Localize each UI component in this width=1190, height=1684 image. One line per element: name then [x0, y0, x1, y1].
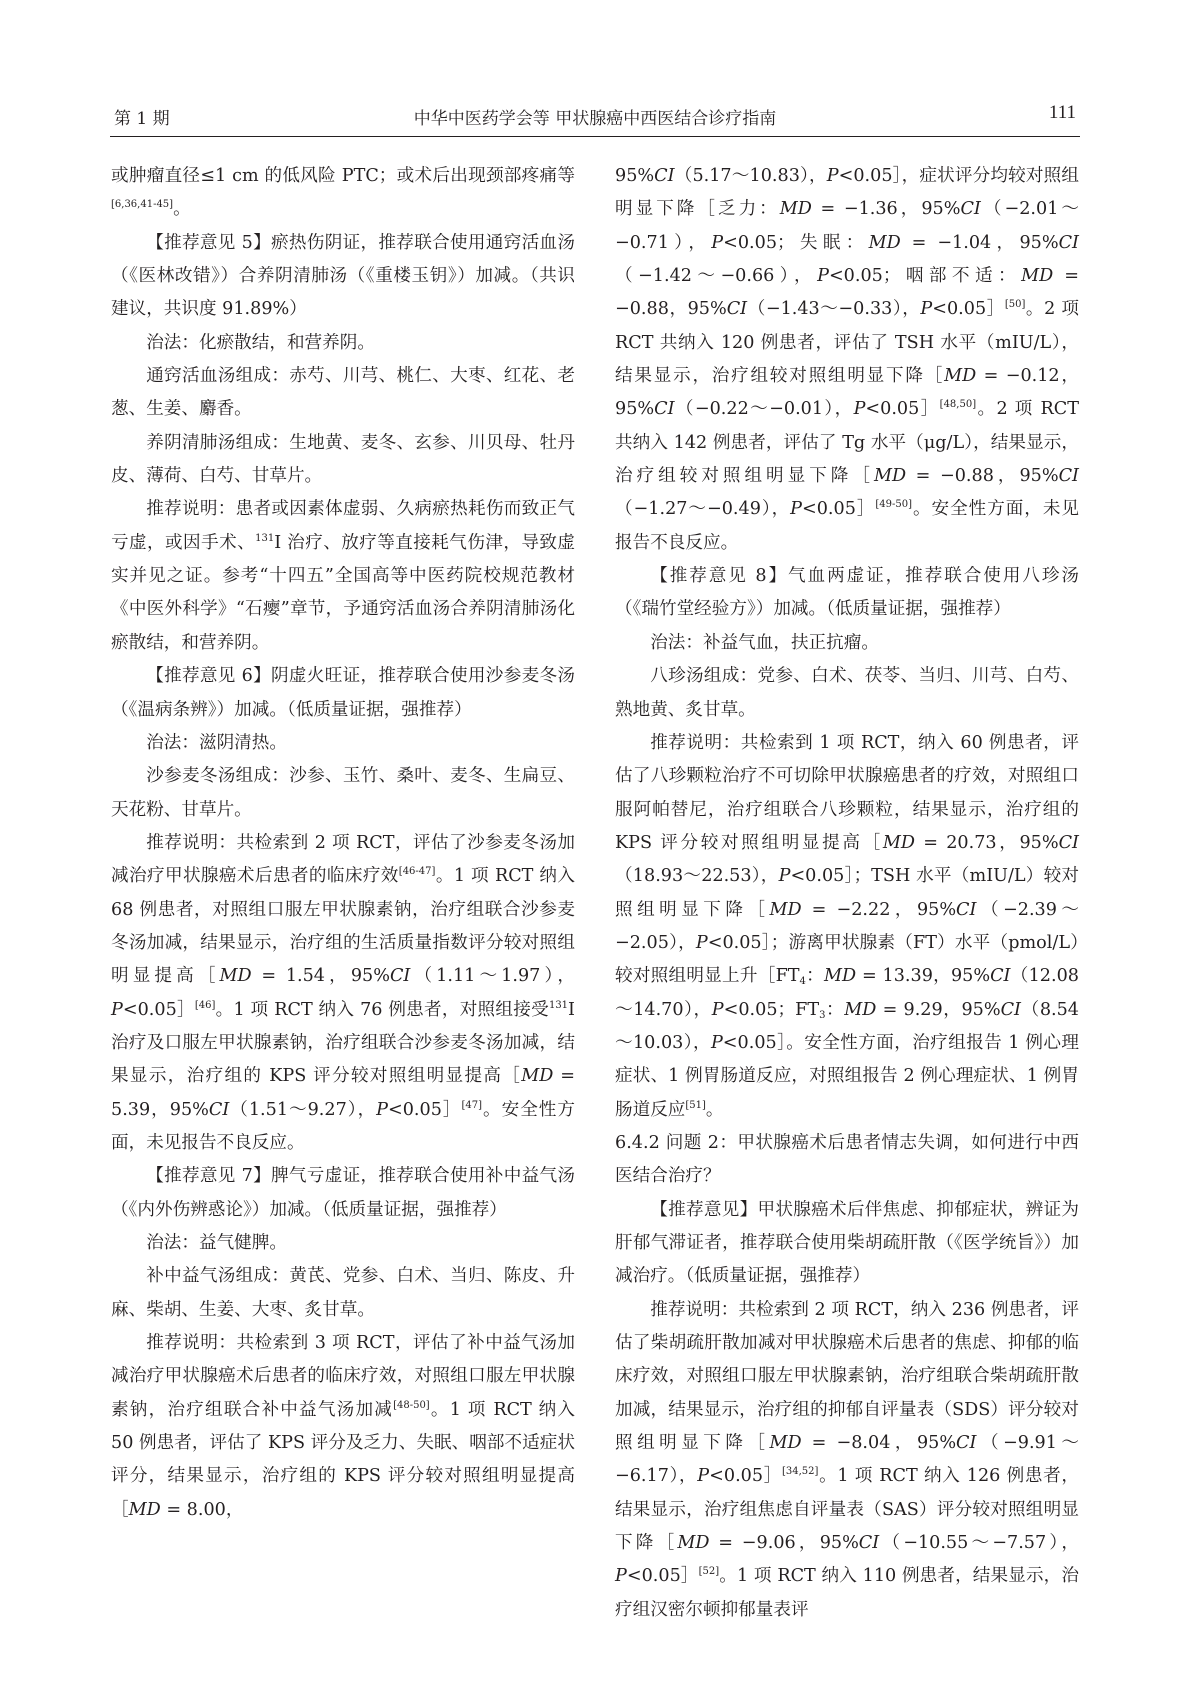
citation: [51]: [685, 1099, 706, 1111]
citation: [52]: [698, 1566, 720, 1578]
citation: [49-50]: [875, 499, 913, 511]
paragraph: 养阴清肺汤组成：生地黄、麦冬、玄参、川贝母、牡丹皮、薄荷、白芍、甘草片。: [111, 432, 575, 487]
citation: [48-50]: [393, 1399, 430, 1411]
page-number: 111: [1048, 102, 1076, 123]
recommendation: 【推荐意见】甲状腺癌术后伴焦虑、抑郁症状，辨证为肝郁气滞证者，推荐联合使用柴胡疏肝散（《医学统旨》）加减治疗。（低质量证据，强推荐）: [615, 1199, 1079, 1287]
recommendation-7: 【推荐意见 7】脾气亏虚证，推荐联合使用补中益气汤（《内外伤辨惑论》）加减。（低质量证据，强推荐）: [111, 1166, 575, 1220]
citation: [46-47]: [398, 866, 436, 878]
citation: [50]: [1004, 299, 1026, 311]
paragraph: 通窍活血汤组成：赤芍、川芎、桃仁、大枣、红花、老葱、生姜、麝香。: [111, 366, 575, 420]
paragraph: 治法：益气健脾。: [146, 1233, 287, 1253]
recommendation-5: 【推荐意见 5】瘀热伤阴证，推荐联合使用通窍活血汤（《医林改错》）合养阴清肺汤（《重楼玉钥》）加减。（共识建议，共识度 91.89%）: [111, 232, 575, 320]
right-column: [615, 160, 1080, 1620]
paragraph: 推荐说明：共检索到 1 项 RCT，纳入 60 例患者，评估了八珍颗粒治疗不可切除甲状腺癌患者的疗效，对照组口服阿帕替尼，治疗组联合八珍颗粒，结果显示，治疗组的 KPS 评分较对照组明显提高［MD = 20.73，95%CI（18.93～22.53），P<0.05］；TSH 水平（mIU/L）较对照组明显下降［MD = −2.22，95%CI（−2.39～−2.05），P<0.05］；游离甲状腺素（FT）水平（pmol/L）较对照组明显上升$[FT_4$：MD = 13.39，95%CI（12.08～14.70），P<0.05；$FT_3$：MD = 9.29，95%CI（8.54～10.03），P<0.05］。安全性方面，治疗组报告 1 例心理症状、1 例胃肠道反应，对照组报告 2 例心理症状、1 例胃肠道反应[51]。: [615, 732, 1080, 1120]
paragraph: 治法：补益气血，扶正抗瘤。: [650, 632, 879, 653]
paragraph: 推荐说明：共检索到 3 项 RCT，评估了补中益气汤加减治疗甲状腺癌术后患者的临床疗效，对照组口服左甲状腺素钠，治疗组联合补中益气汤加减[48-50]。1 项 RCT 纳入 50 例患者，评估了 KPS 评分及乏力、失眠、咽部不适症状评分，结果显示，治疗组的 KPS 评分较对照组明显提高［MD = 8.00，: [111, 1333, 575, 1520]
citation: [46]: [194, 999, 216, 1011]
left-column: [111, 160, 575, 1600]
paragraph: 八珍汤组成：党参、白术、茯苓、当归、川芎、白芍、熟地黄、炙甘草。: [615, 666, 1079, 720]
running-header: [110, 102, 1080, 137]
recommendation-6: 【推荐意见 6】阴虚火旺证，推荐联合使用沙参麦冬汤（《温病条辨》）加减。（低质量证据，强推荐）: [111, 666, 575, 720]
section-heading-6-4-2: 6.4.2 问题 2：甲状腺癌术后患者情志失调，如何进行中西医结合治疗？: [615, 1132, 1079, 1187]
citation: [34,52]: [781, 1466, 819, 1478]
issue-label: 第 1 期: [114, 109, 170, 129]
paragraph: 沙参麦冬汤组成：沙参、玉竹、桑叶、麦冬、生扁豆、天花粉、甘草片。: [111, 766, 575, 820]
paragraph: 推荐说明：患者或因素体虚弱、久病瘀热耗伤而致正气亏虚，或因手术、$^{131}$I 治疗、放疗等直接耗气伤津，导致虚实并见之证。参考“十四五”全国高等中医药院校规范教材《中医外科学》“石瘿”章节，予通窍活血汤合养阴清肺汤化瘀散结，和营养阴。: [111, 499, 575, 653]
running-title: 中华中医药学会等 甲状腺癌中西医结合诊疗指南: [413, 109, 777, 129]
citation: [6,36,41-45]: [111, 199, 174, 211]
paragraph: 或肿瘤直径≤1 cm 的低风险 PTC；或术后出现颈部疼痛等[6,36,41-45]。: [111, 166, 575, 220]
paragraph: 95%CI（5.17～10.83），P<0.05］，症状评分均较对照组明显下降［乏力：MD = −1.36，95%CI（−2.01～−0.71），P<0.05；失眠：MD = −1.04，95%CI（−1.42～−0.66），P<0.05；咽部不适：MD = −0.88，95%CI（−1.43～−0.33），P<0.05］[50]。2 项 RCT 共纳入 120 例患者，评估了 TSH 水平（mIU/L），结果显示，治疗组较对照组明显下降［MD = −0.12，95%CI（−0.22～−0.01），P<0.05］[48,50]。2 项 RCT 共纳入 142 例患者，评估了 Tg 水平（μg/L），结果显示，治疗组较对照组明显下降［MD = −0.88，95%CI（−1.27～−0.49），P<0.05］[49-50]。安全性方面，未见报告不良反应。: [615, 166, 1079, 553]
paragraph: 推荐说明：共检索到 2 项 RCT，评估了沙参麦冬汤加减治疗甲状腺癌术后患者的临床疗效[46-47]。1 项 RCT 纳入 68 例患者，对照组口服左甲状腺素钠，治疗组联合沙参麦冬汤加减，结果显示，治疗组的生活质量指数评分较对照组明显提高［MD = 1.54，95%CI（1.11～1.97），P<0.05］[46]。1 项 RCT 纳入 76 例患者，对照组接受$^{131}$I 治疗及口服左甲状腺素钠，治疗组联合沙参麦冬汤加减，结果显示，治疗组的 KPS 评分较对照组明显提高［MD = 5.39，95%CI（1.51～9.27），P<0.05］[47]。安全性方面，未见报告不良反应。: [111, 832, 575, 1153]
paragraph: 推荐说明：共检索到 2 项 RCT，纳入 236 例患者，评估了柴胡疏肝散加减对甲状腺癌术后患者的焦虑、抑郁的临床疗效，对照组口服左甲状腺素钠，治疗组联合柴胡疏肝散加减，结果显示，治疗组的抑郁自评量表（SDS）评分较对照组明显下降［MD = −8.04，95%CI（−9.91～−6.17），P<0.05］[34,52]。1 项 RCT 纳入 126 例患者，结果显示，治疗组焦虑自评量表（SAS）评分较对照组明显下降［MD = −9.06，95%CI（−10.55～−7.57），P<0.05］[52]。1 项 RCT 纳入 110 例患者，结果显示，治疗组汉密尔顿抑郁量表评: [615, 1299, 1079, 1620]
paragraph: 治法：化瘀散结，和营养阴。: [146, 332, 375, 353]
citation: [47]: [461, 1099, 483, 1111]
paragraph: 治法：滋阴清热。: [146, 732, 287, 753]
citation: [48,50]: [939, 399, 977, 411]
recommendation-8: 【推荐意见 8】气血两虚证，推荐联合使用八珍汤（《瑞竹堂经验方》）加减。（低质量证据，强推荐）: [615, 566, 1079, 620]
paragraph: 补中益气汤组成：黄芪、党参、白术、当归、陈皮、升麻、柴胡、生姜、大枣、炙甘草。: [111, 1266, 575, 1320]
